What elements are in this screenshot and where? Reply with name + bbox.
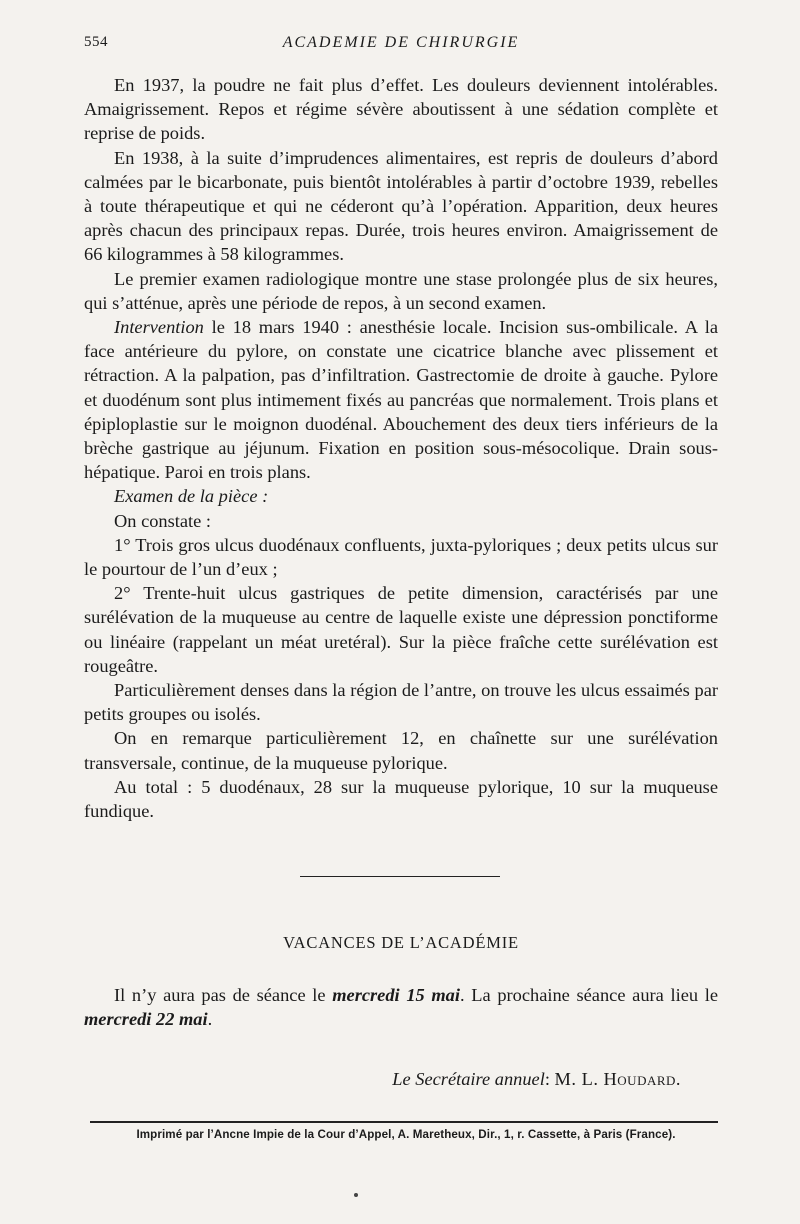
- paragraph: Au total : 5 duodénaux, 28 sur la muqueuse pylorique, 10 sur la muqueuse fundique.: [84, 776, 718, 822]
- paragraph-text: le 18 mars 1940 : anesthésie locale. Incision sus-ombilicale. A la face antérieure du pylore, on constate une cicatrice blanche avec plissement et rétraction. A la palpation, pas d’infiltration. Gastrectomie de droite à gauche. Pylore et duodénum sont plus intimement fixés au pancréas que normalement. Trois plans et épiploplastie sur le moignon duodénal. Abouchement des deux tiers inférieurs de la brèche gastrique au jéjunum. Fixation en position sous-mésocolique. Drain sous-hépatique. Paroi en trois plans.: [84, 317, 718, 483]
- printer-imprint: Imprimé par l’Ancne Impie de la Cour d’Appel, A. Maretheux, Dir., 1, r. Cassette, à Paris (France).: [136, 1128, 676, 1141]
- running-head: ACADEMIE DE CHIRURGIE: [282, 34, 520, 51]
- notice-text: . La prochaine séance aura lieu le: [459, 985, 718, 1005]
- paragraph: Le premier examen radiologique montre une stase prolongée plus de six heures, qui s’atténue, après une période de repos, à un second examen.: [84, 268, 718, 313]
- notice-date: mercredi 15 mai: [332, 985, 460, 1005]
- notice-date: mercredi 22 mai: [84, 1009, 208, 1030]
- signature-title: Le Secrétaire annuel: [392, 1069, 545, 1089]
- paragraph: Particulièrement denses dans la région de l’antre, on trouve les ulcus essaimés par petits groupes ou isolés.: [84, 680, 718, 725]
- paragraph: [84, 315, 718, 484]
- section-title: VACANCES DE L’ACADÉMIE: [283, 933, 519, 952]
- notice-paragraph: [84, 983, 718, 1031]
- page-header: [84, 34, 718, 58]
- footer-rule: [90, 1121, 718, 1123]
- paragraph: On constate :: [114, 510, 212, 531]
- section-divider: [300, 876, 500, 877]
- signature-separator: :: [544, 1069, 555, 1089]
- notice: [84, 983, 718, 1031]
- subheading: Examen de la pièce :: [114, 486, 269, 507]
- paragraph-lead: Intervention: [114, 317, 204, 338]
- page-number: 554: [84, 34, 108, 50]
- signature: [84, 1067, 681, 1091]
- article-body: [84, 73, 718, 823]
- paragraph: 1° Trois gros ulcus duodénaux confluents, juxta-pyloriques ; deux petits ulcus sur le pourtour de l’un d’eux ;: [84, 534, 718, 580]
- paragraph: On en remarque particulièrement 12, en chaînette sur une surélévation transversale, continue, de la muqueuse pylorique.: [84, 728, 718, 773]
- paragraph: 2° Trente-huit ulcus gastriques de petite dimension, caractérisés par une surélévation de la muqueuse au centre de laquelle existe une dépression ponctiforme ou linéaire (rappelant un méat uretéral). Sur la pièce fraîche cette surélévation est rougeâtre.: [84, 583, 718, 676]
- paragraph: En 1938, à la suite d’imprudences alimentaires, est repris de douleurs d’abord calmées par le bicarbonate, puis bientôt intolérables à partir d’octobre 1939, rebelles à toute thérapeutique et qui ne céderont qu’à l’opération. Apparition, deux heures après chacun des principaux repas. Durée, trois heures environ. Amaigrissement de 66 kilogrammes à 58 kilogrammes.: [84, 147, 718, 265]
- paragraph: En 1937, la poudre ne fait plus d’effet. Les douleurs deviennent intolérables. Amaigrissement. Repos et régime sévère aboutissent à une sédation complète et reprise de poids.: [84, 75, 718, 144]
- signature-name: M. L. Houdard.: [554, 1069, 681, 1089]
- notice-text: Il n’y aura pas de séance le: [114, 985, 333, 1005]
- stray-mark: [354, 1193, 358, 1197]
- notice-text: .: [207, 1009, 213, 1030]
